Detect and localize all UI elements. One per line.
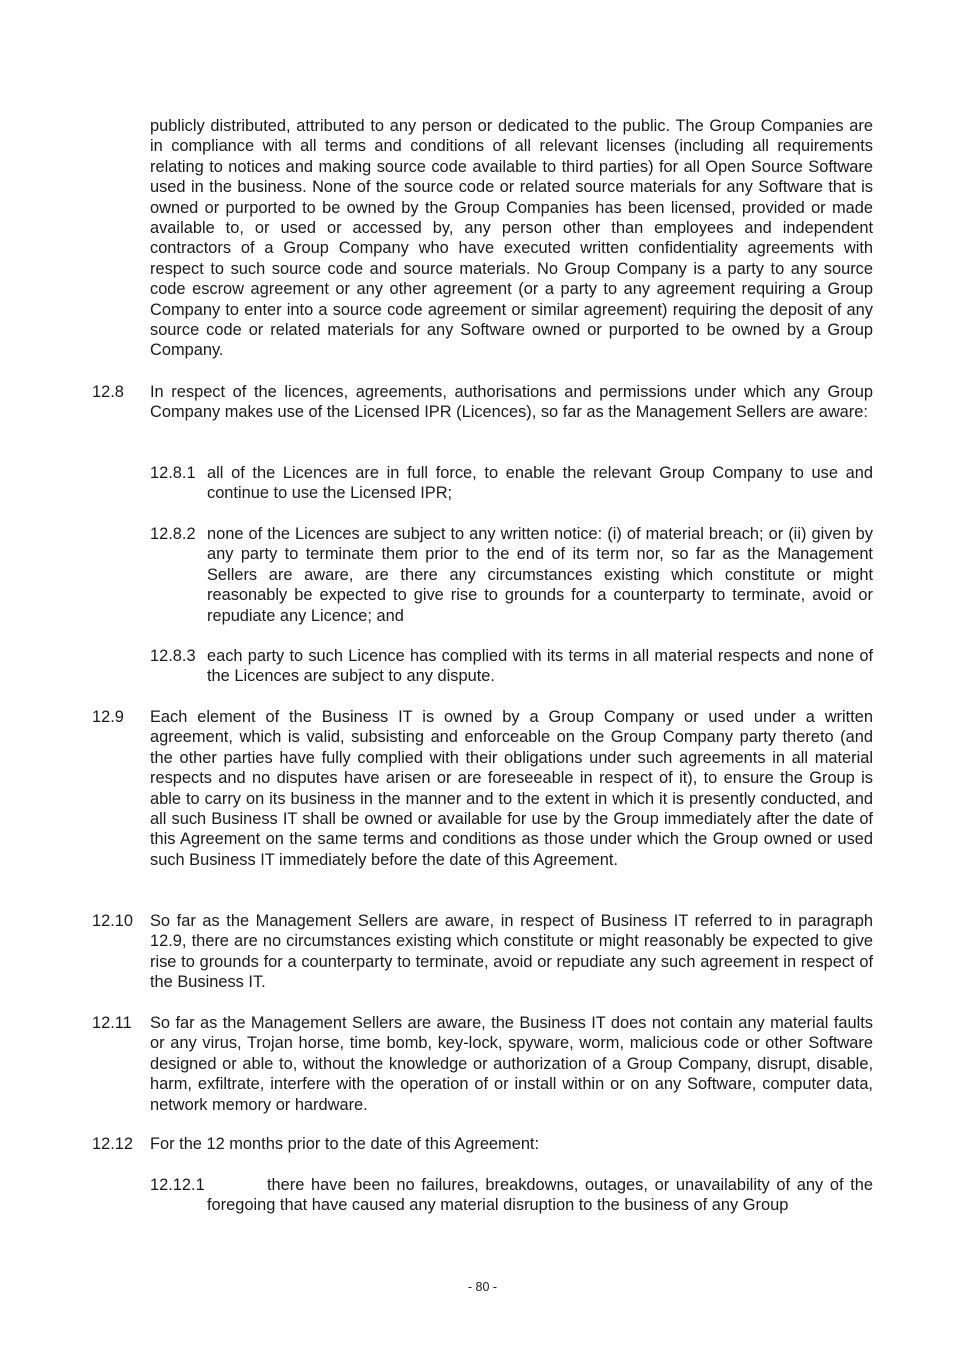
clause-number-12-9: 12.9 xyxy=(92,708,124,726)
clause-text-12-9: Each element of the Business IT is owned by a Group Company or used under a written agreement, which is valid, subsisting and enforceable on the Group Company party thereto (and the other parties have fully complied with their obligations under such agreements in all material respects and no disputes have arisen or are foreseeable in respect of it), to ensure the Group is able to carry on its business in the manner and to the extent in which it is presently conducted, and all such Business IT shall be owned or available for use by the Group immediately after the date of this Agreement on the same terms and conditions as those under which the Group owned or used such Business IT immediately before the date of this Agreement. xyxy=(150,708,873,869)
subclause-number: 12.12.1 xyxy=(150,1176,205,1194)
subclause-text: each party to such Licence has complied with its terms in all material respects and none of the Licences are subject to any dispute. xyxy=(207,647,873,686)
subclause-number: 12.8.3 xyxy=(150,647,196,665)
subclause-12-8-1 xyxy=(150,463,873,504)
continuation-paragraph: publicly distributed, attributed to any person or dedicated to the public. The Group Companies are in compliance with all terms and conditions of all relevant licenses (including all requirements relating to notices and making source code available to third parties) for all Open Source Software used in the business. None of the source code or related source materials for any Software that is owned or purported to be owned by the Group Companies has been licensed, provided or made available to, or used or accessed by, any person other than employees and independent contractors of a Group Company who have executed written confidentiality agreements with respect to such source code and source materials. No Group Company is a party to any source code escrow agreement or any other agreement (or a party to any agreement requiring a Group Company to enter into a source code agreement or similar agreement) requiring the deposit of any source code or related materials for any Software owned or purported to be owned by a Group Company. xyxy=(150,117,873,360)
clause-text-12-11: So far as the Management Sellers are aware, the Business IT does not contain any material faults or any virus, Trojan horse, time bomb, key-lock, spyware, worm, malicious code or other Software designed or able to, without the knowledge or authorization of a Group Company, disrupt, disable, harm, exfiltrate, interfere with the operation of or install within or on any Software, computer data, network memory or hardware. xyxy=(150,1014,873,1114)
subclause-number: 12.8.2 xyxy=(150,525,196,543)
subclause-12-12-1 xyxy=(150,1175,873,1216)
subclause-text: there have been no failures, breakdowns, outages, or unavailability of any of the foregoing that have caused any material disruption to the business of any Group xyxy=(207,1176,873,1215)
clause-number-12-10: 12.10 xyxy=(92,912,134,930)
subclause-text: none of the Licences are subject to any written notice: (i) of material breach; or (ii) given by any party to terminate them prior to the end of its term nor, so far as the Management Sellers are aware, are there any circumstances existing which constitute or might reasonably be expected to give rise to grounds for a counterparty to terminate, avoid or repudiate any Licence; and xyxy=(207,525,873,625)
clause-number-12-12: 12.12 xyxy=(92,1135,134,1153)
page-number: - 80 - xyxy=(467,1280,498,1294)
subclause-number: 12.8.1 xyxy=(150,464,196,482)
clause-number-12-8: 12.8 xyxy=(92,383,124,401)
clause-text-12-8: In respect of the licences, agreements, authorisations and permissions under which any Group Company makes use of the Licensed IPR (Licences), so far as the Management Sellers are aware: xyxy=(150,383,873,422)
clause-text-12-12: For the 12 months prior to the date of this Agreement: xyxy=(150,1135,540,1153)
subclause-12-8-2 xyxy=(150,524,873,626)
clause-text-12-10: So far as the Management Sellers are aware, in respect of Business IT referred to in paragraph 12.9, there are no circumstances existing which constitute or might reasonably be expected to give rise to grounds for a counterparty to terminate, avoid or repudiate any such agreement in respect of the Business IT. xyxy=(150,912,873,992)
clause-number-12-11: 12.11 xyxy=(92,1014,132,1032)
subclause-12-8-3 xyxy=(150,646,873,687)
subclause-text: all of the Licences are in full force, to enable the relevant Group Company to use and continue to use the Licensed IPR; xyxy=(207,464,873,503)
